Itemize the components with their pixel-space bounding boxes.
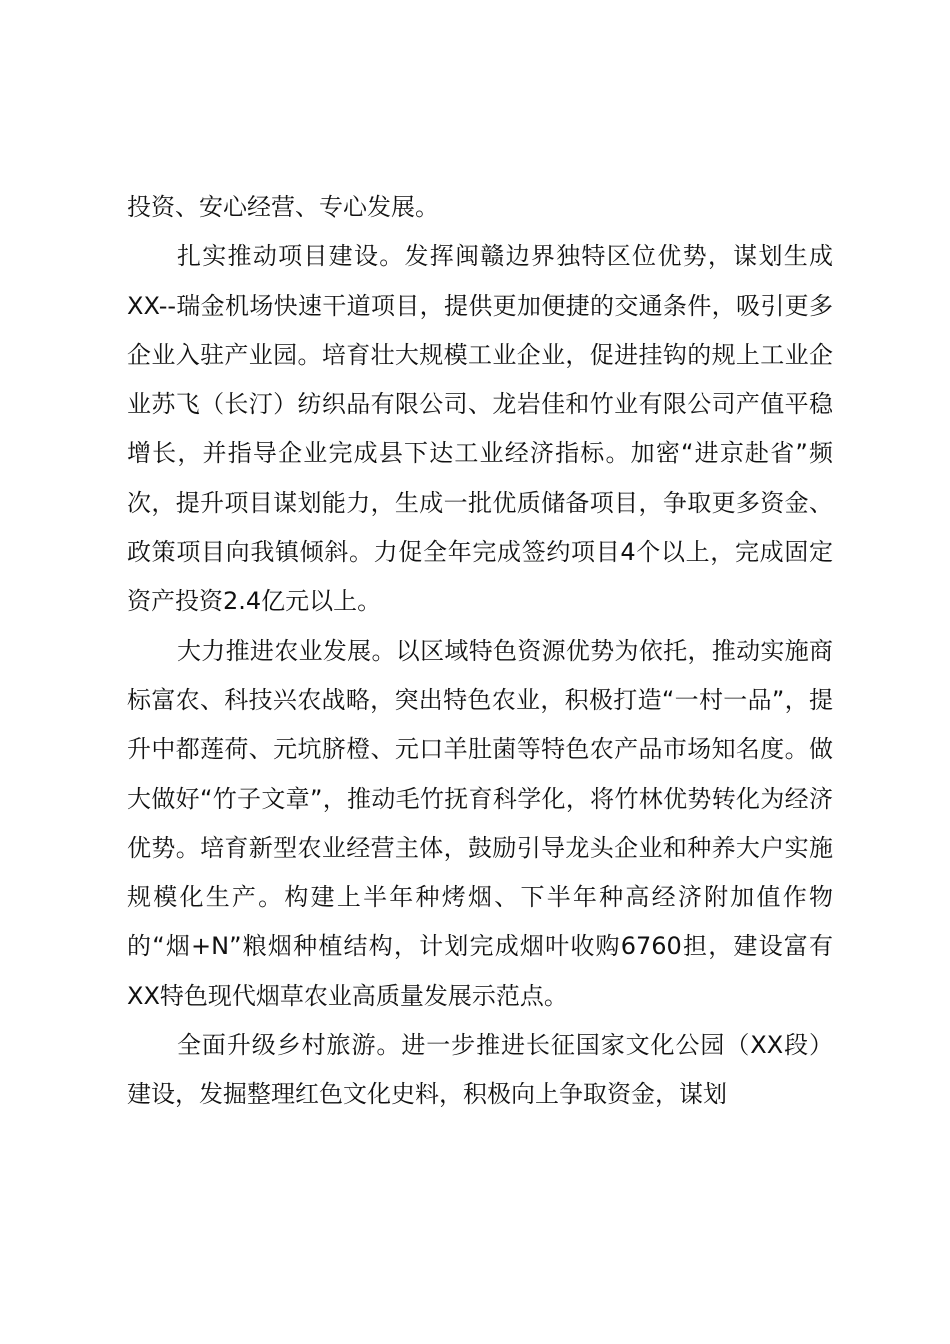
- document-body: [127, 183, 833, 1120]
- paragraph-project-construction: 扎实推动项目建设。发挥闽赣边界独特区位优势，谋划生成XX--瑞金机场快速干道项目，提供更加便捷的交通条件，吸引更多企业入驻产业园。培育壮大规模工业企业，促进挂钩的规上工业企业苏飞（长汀）纺织品有限公司、龙岩佳和竹业有限公司产值平稳增长，并指导企业完成县下达工业经济指标。加密“进京赴省”频次，提升项目谋划能力，生成一批优质储备项目，争取更多资金、政策项目向我镇倾斜。力促全年完成签约项目4个以上，完成固定资产投资2.4亿元以上。: [127, 242, 833, 616]
- paragraph-agriculture: 大力推进农业发展。以区域特色资源优势为依托，推动实施商标富农、科技兴农战略，突出特色农业，积极打造“一村一品”，提升中都莲荷、元坑脐橙、元口羊肚菌等特色农产品市场知名度。做大做好“竹子文章”，推动毛竹抚育科学化，将竹林优势转化为经济优势。培育新型农业经营主体，鼓励引导龙头企业和种养大户实施规模化生产。构建上半年种烤烟、下半年种高经济附加值作物的“烟+N”粮烟种植结构，计划完成烟叶收购6760担，建设富有XX特色现代烟草农业高质量发展示范点。: [127, 636, 833, 1010]
- paragraph-continuation: 投资、安心经营、专心发展。: [127, 193, 439, 221]
- paragraph-rural-tourism: 全面升级乡村旅游。进一步推进长征国家文化公园（XX段）建设，发掘整理红色文化史料，积极向上争取资金，谋划: [127, 1031, 833, 1109]
